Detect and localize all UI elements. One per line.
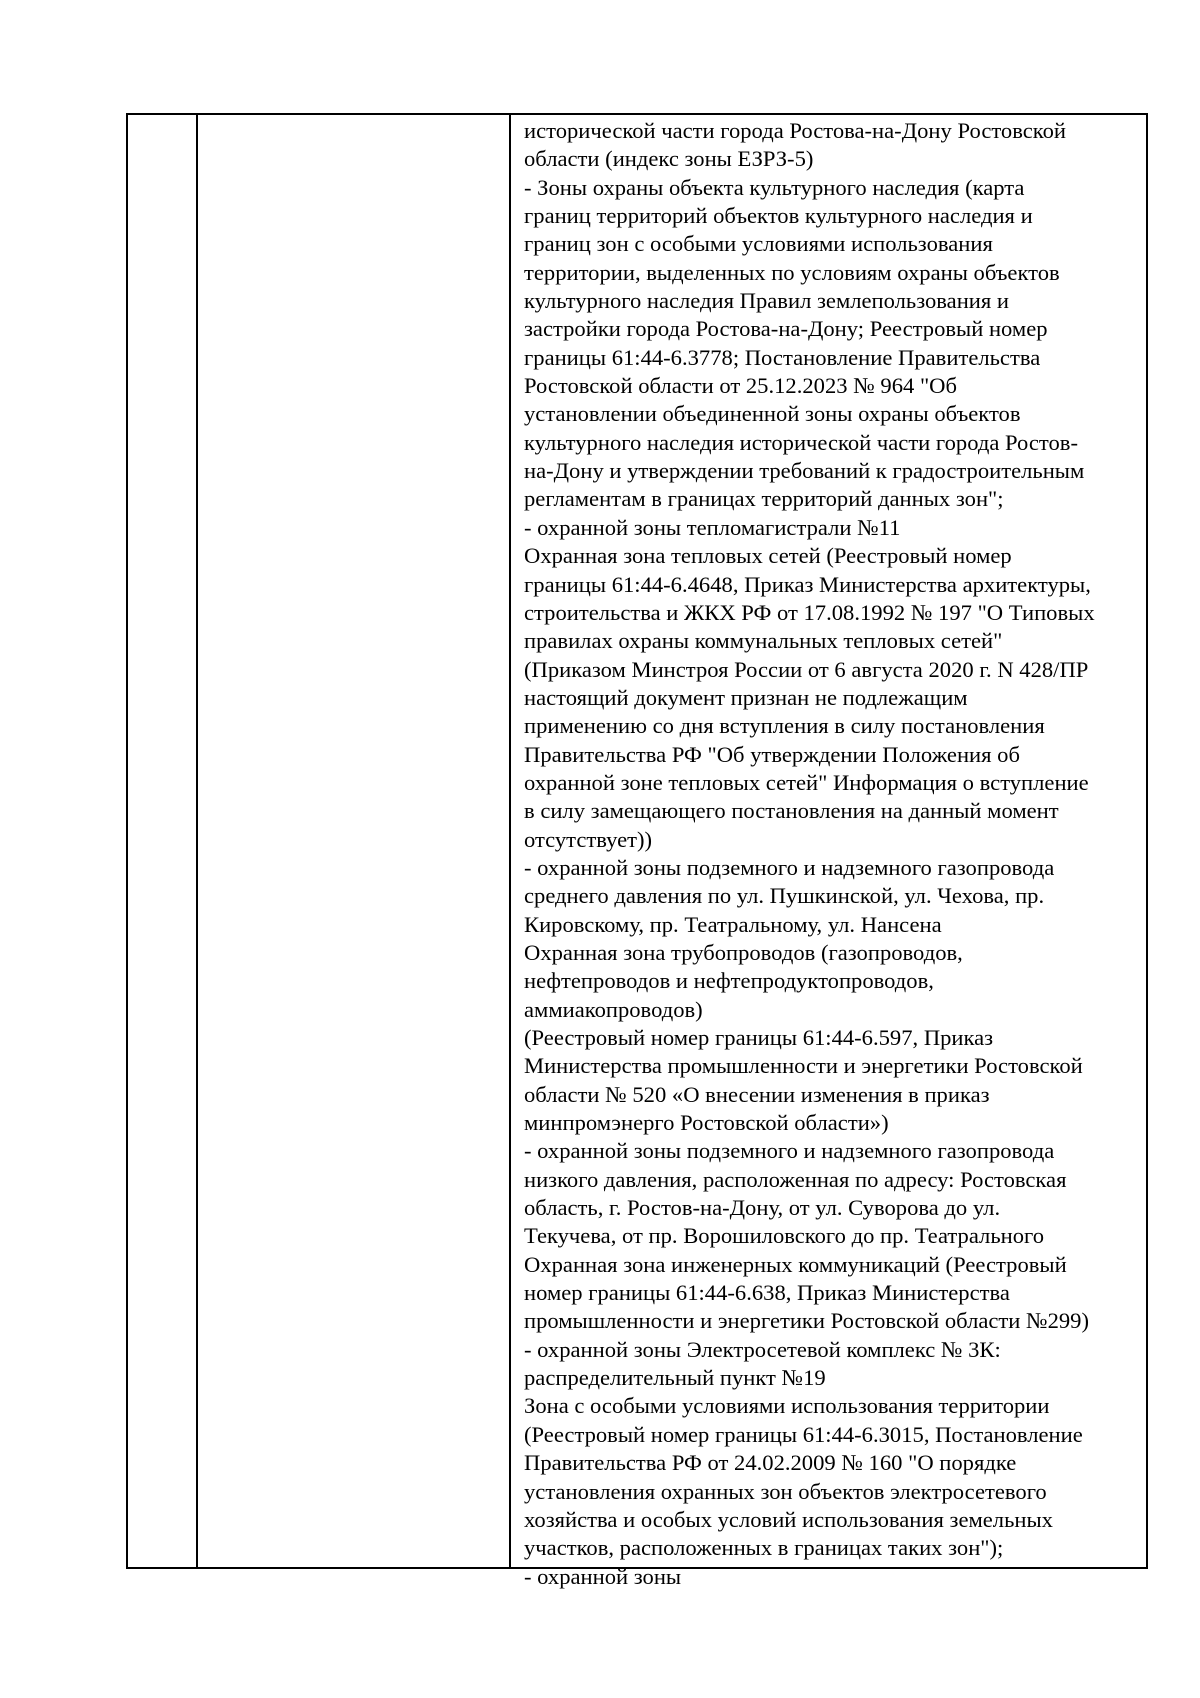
document-table [126, 113, 1148, 1589]
text-line: границы 61:44-6.3778; Постановление Правительства [524, 344, 1041, 370]
text-line: аммиакопроводов) [524, 996, 703, 1022]
text-line: применению со дня вступления в силу постановления [524, 713, 1045, 739]
text-line: область, г. Ростов-на-Дону, от ул. Суворова до ул. [524, 1195, 1001, 1221]
text-line: - охранной зоны тепломагистрали №11 [524, 514, 901, 540]
text-line: на-Дону и утверждении требований к градостроительным [524, 458, 1085, 484]
text-line: (Приказом Минстроя России от 6 августа 2020 г. N 428/ПР [524, 656, 1089, 682]
text-line: установлении объединенной зоны охраны объектов [524, 401, 1021, 427]
text-line: культурного наследия исторической части города Ростов- [524, 429, 1078, 455]
text-line: хозяйства и особых условий использования земельных [524, 1506, 1053, 1532]
text-line: установления охранных зон объектов электросетевого [524, 1478, 1047, 1504]
text-line: застройки города Ростова-на-Дону; Реестровый номер [524, 316, 1048, 342]
text-line: Зона с особыми условиями использования территории [524, 1393, 1050, 1419]
text-line: границ зон с особыми условиями использования [524, 231, 993, 257]
text-line: территории, выделенных по условиям охраны объектов [524, 259, 1060, 285]
text-line: номер границы 61:44-6.638, Приказ Министерства [524, 1280, 1010, 1306]
text-line: распределительный пункт №19 [524, 1365, 826, 1391]
column-divider-1 [196, 115, 198, 1567]
text-line: Правительства РФ "Об утверждении Положения об [524, 741, 1020, 767]
text-line: Охранная зона тепловых сетей (Реестровый номер [524, 543, 1012, 569]
text-line: Министерства промышленности и энергетики Ростовской [524, 1053, 1083, 1079]
text-line: области № 520 «О внесении изменения в приказ [524, 1081, 990, 1107]
table-cell-text [524, 117, 1144, 1591]
text-line: строительства и ЖКХ РФ от 17.08.1992 № 197 "О Типовых [524, 599, 1095, 625]
text-line: промышленности и энергетики Ростовской области №299) [524, 1308, 1089, 1334]
text-line: Правительства РФ от 24.02.2009 № 160 "О порядке [524, 1450, 1017, 1476]
text-line: Охранная зона трубопроводов (газопроводов, [524, 939, 963, 965]
text-line: - охранной зоны подземного и надземного газопровода [524, 1138, 1055, 1164]
text-line: Кировскому, пр. Театральному, ул. Нансена [524, 911, 942, 937]
text-line: области (индекс зоны ЕЗРЗ-5) [524, 146, 814, 172]
text-line: в силу замещающего постановления на данный момент [524, 798, 1059, 824]
text-line: границы 61:44-6.4648, Приказ Министерства архитектуры, [524, 571, 1091, 597]
text-line: Текучева, от пр. Ворошиловского до пр. Театрального [524, 1223, 1045, 1249]
text-line: культурного наследия Правил землепользования и [524, 288, 1010, 314]
column-divider-2 [509, 115, 511, 1567]
text-line: - охранной зоны Электросетевой комплекс № 3К: [524, 1336, 1001, 1362]
text-line: Охранная зона инженерных коммуникаций (Реестровый [524, 1251, 1067, 1277]
text-line: исторической части города Ростова-на-Дону Ростовской [524, 118, 1066, 143]
text-line: - Зоны охраны объекта культурного наследия (карта [524, 174, 1025, 200]
text-line: отсутствует)) [524, 826, 653, 852]
text-line: среднего давления по ул. Пушкинской, ул. Чехова, пр. [524, 883, 1045, 909]
text-line: регламентам в границах территорий данных зон"; [524, 486, 1004, 512]
text-line: (Реестровый номер границы 61:44-6.597, Приказ [524, 1025, 994, 1050]
text-line: настоящий документ признан не подлежащим [524, 684, 968, 710]
text-line: участков, расположенных в границах таких зон"); [524, 1535, 1004, 1561]
text-line: правилах охраны коммунальных тепловых сетей" [524, 628, 1003, 654]
text-line: нефтепроводов и нефтепродуктопроводов, [524, 968, 934, 994]
text-line: низкого давления, расположенная по адресу: Ростовская [524, 1166, 1067, 1192]
text-line: - охранной зоны [524, 1563, 682, 1589]
text-line: (Реестровый номер границы 61:44-6.3015, Постановление [524, 1421, 1083, 1447]
text-line: границ территорий объектов культурного наследия и [524, 203, 1033, 229]
text-line: Ростовской области от 25.12.2023 № 964 "Об [524, 373, 957, 399]
text-line: - охранной зоны подземного и надземного газопровода [524, 854, 1055, 880]
text-line: минпромэнерго Ростовской области») [524, 1110, 889, 1136]
text-line: охранной зоне тепловых сетей" Информация о вступление [524, 769, 1089, 795]
